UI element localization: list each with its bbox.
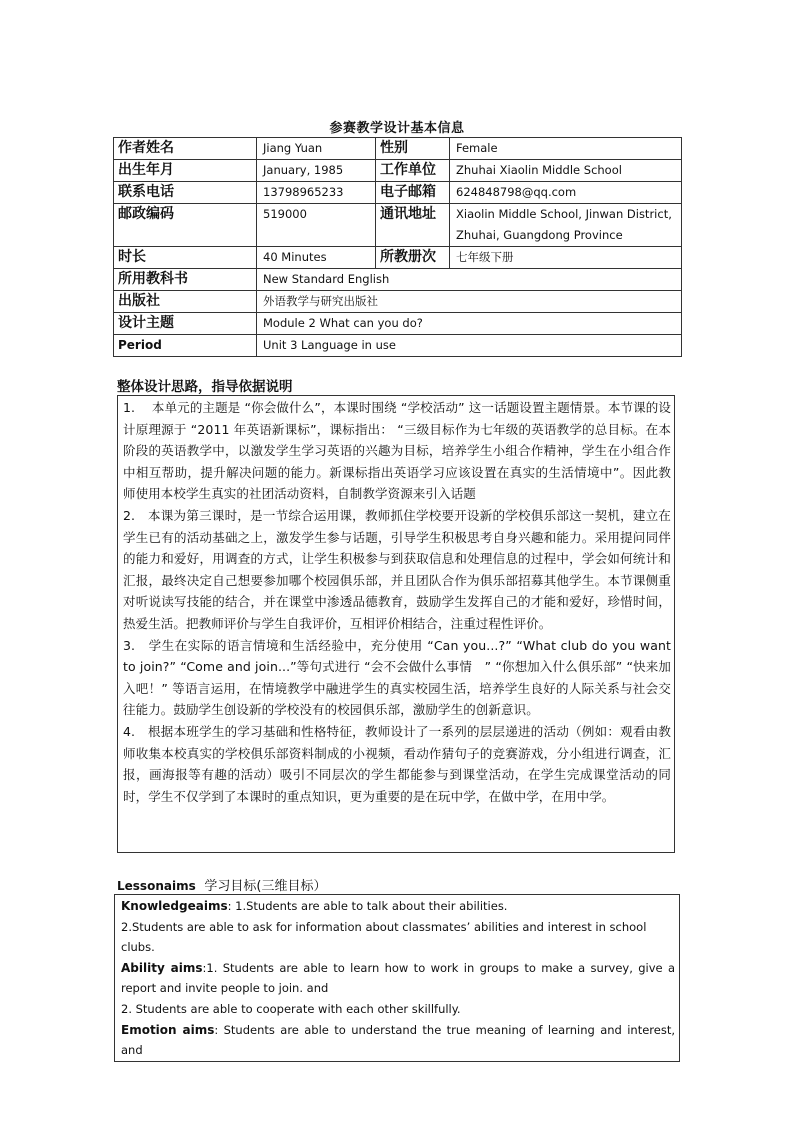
design-section-heading: 整体设计思路，指导依据说明 (117, 379, 293, 395)
address-value (450, 204, 682, 247)
design-topic-label: 设计主题 (114, 313, 257, 335)
gender-value: Female (450, 138, 682, 160)
emotion-aim-1 (121, 1020, 675, 1061)
grade-volume-value: 七年级下册 (450, 247, 682, 269)
design-paragraph-2: 2. 本课为第三课时，是一节综合运用课，教师抓住学校要开设新的学校俱乐部这一契机，建立在学生已有的活动基础之上，激发学生参与话题，引导学生积极思考自身兴趣和能力。采用提问同伴的能力和爱好，用调查的方式，让学生积极参与到获取信息和处理信息的过程中，学会如何统计和汇报，最终决定自己想要参加哪个校园俱乐部，并且团队合作为俱乐部招募其他学生。本节课侧重对听说读写技能的结合，并在课堂中渗透品德教育，鼓励学生发挥自己的才能和爱好，珍惜时间，热爱生活。把教师评价与学生自我评价，互相评价相结合，注重过程性评价。 (123, 507, 671, 631)
textbook-label: 所用教科书 (114, 269, 257, 291)
page-title: 参赛教学设计基本信息 (329, 121, 465, 136)
period-label: Period (114, 335, 257, 357)
table-row (114, 160, 682, 182)
knowledge-aims-label: Knowledgeaims (121, 899, 228, 913)
table-row (114, 269, 682, 291)
table-row (114, 182, 682, 204)
ability-aim-1 (121, 958, 675, 999)
address-line-2: Zhuhai, Guangdong Province (456, 228, 623, 242)
basic-info-table (113, 137, 682, 357)
ability-aim-2: 2. Students are able to cooperate with each other skillfully. (121, 1001, 461, 1016)
table-row (114, 204, 682, 247)
publisher-label: 出版社 (114, 291, 257, 313)
design-paragraph-4: 4. 根据本班学生的学习基础和性格特征，教师设计了一系列的层层递进的活动（例如：观看由教师收集本校真实的学校俱乐部资料制成的小视频，看动作猜句子的竞赛游戏，分小组进行调查，汇报，画海报等有趣的活动）吸引不同层次的学生都能参与到课堂活动，在学生完成课堂活动的同时，学生不仅学到了本课时的重点知识，更为重要的是在玩中学，在做中学，在用中学。 (123, 723, 671, 804)
period-value: Unit 3 Language in use (257, 335, 682, 357)
grade-volume-label: 所教册次 (376, 247, 450, 269)
knowledge-aim-2: 2.Students are able to ask for information about classmates’ abilities and interest in school clubs. (121, 919, 647, 955)
design-paragraph-3: 3. 学生在实际的语言情境和生活经验中，充分使用 “Can you...?” “What club do you want to join?” “Come and join...”等句式进行 “会不会做什么事情 ” “你想加入什么俱乐部” “快来加入吧！” 等语言运用，在情境教学中融进学生的真实校园生活，培养学生良好的人际关系与社会交往能力。鼓励学生创设新的学校没有的校园俱乐部，激励学生的创新意识。 (123, 637, 671, 718)
address-label: 通讯地址 (376, 204, 450, 247)
aims-cell (115, 895, 680, 1062)
knowledge-aim-1 (121, 896, 675, 917)
duration-label: 时长 (114, 247, 257, 269)
knowledge-aim-1-text: : 1.Students are able to talk about their abilities. (227, 899, 508, 913)
table-row (115, 895, 680, 1062)
table-row (114, 138, 682, 160)
publisher-value: 外语教学与研究出版社 (257, 291, 682, 313)
email-value: 624848798@qq.com (450, 182, 682, 204)
address-line-1: Xiaolin Middle School, Jinwan District, (456, 207, 672, 221)
ability-aims-label: Ability aims (121, 960, 203, 975)
workplace-label: 工作单位 (376, 160, 450, 182)
emotion-aim-1-text: : Students are able to understand the true meaning of learning and interest, and (121, 1022, 676, 1058)
gender-label: 性别 (376, 138, 450, 160)
aims-section-heading (117, 875, 327, 894)
emotion-aims-label: Emotion aims (121, 1022, 215, 1037)
workplace-value: Zhuhai Xiaolin Middle School (450, 160, 682, 182)
learning-aims-table (114, 894, 680, 1062)
table-row (114, 313, 682, 335)
birth-date-value: January, 1985 (257, 160, 376, 182)
design-paragraph-1: 1. 本单元的主题是 “你会做什么”，本课时围绕 “学校活动” 这一话题设置主题情景。本节课的设计原理源于 “2011 年英语新课标”，课标指出： “三级目标作为七年级的英语教学的总目标。在本阶段的英语教学中，以激发学生学习英语的兴趣为目标，培养学生小组合作精神，学生在小组合作中相互帮助，提升解决问题的能力。新课标指出英语学习应该设置在真实的生活情境中”。因此教师使用本校学生真实的社团活动资料，自制教学资源来引入话题 (123, 400, 671, 502)
design-topic-value: Module 2 What can you do? (257, 313, 682, 335)
table-row (114, 247, 682, 269)
duration-value: 40 Minutes (257, 247, 376, 269)
ability-aim-1-text: :1. Students are able to learn how to work in groups to make a survey, give a report and invite people to join. and (121, 960, 676, 996)
postcode-value: 519000 (257, 204, 376, 247)
phone-value: 13798965233 (257, 182, 376, 204)
author-name-label: 作者姓名 (114, 138, 257, 160)
aims-heading-cn: 学习目标(三维目标） (204, 879, 327, 894)
postcode-label: 邮政编码 (114, 204, 257, 247)
aims-heading-en: Lessonaims (117, 879, 196, 893)
design-rationale-box (117, 395, 675, 853)
email-label: 电子邮箱 (376, 182, 450, 204)
author-name-value: Jiang Yuan (257, 138, 376, 160)
table-row (114, 335, 682, 357)
textbook-value: New Standard English (257, 269, 682, 291)
phone-label: 联系电话 (114, 182, 257, 204)
table-row (114, 291, 682, 313)
birth-date-label: 出生年月 (114, 160, 257, 182)
